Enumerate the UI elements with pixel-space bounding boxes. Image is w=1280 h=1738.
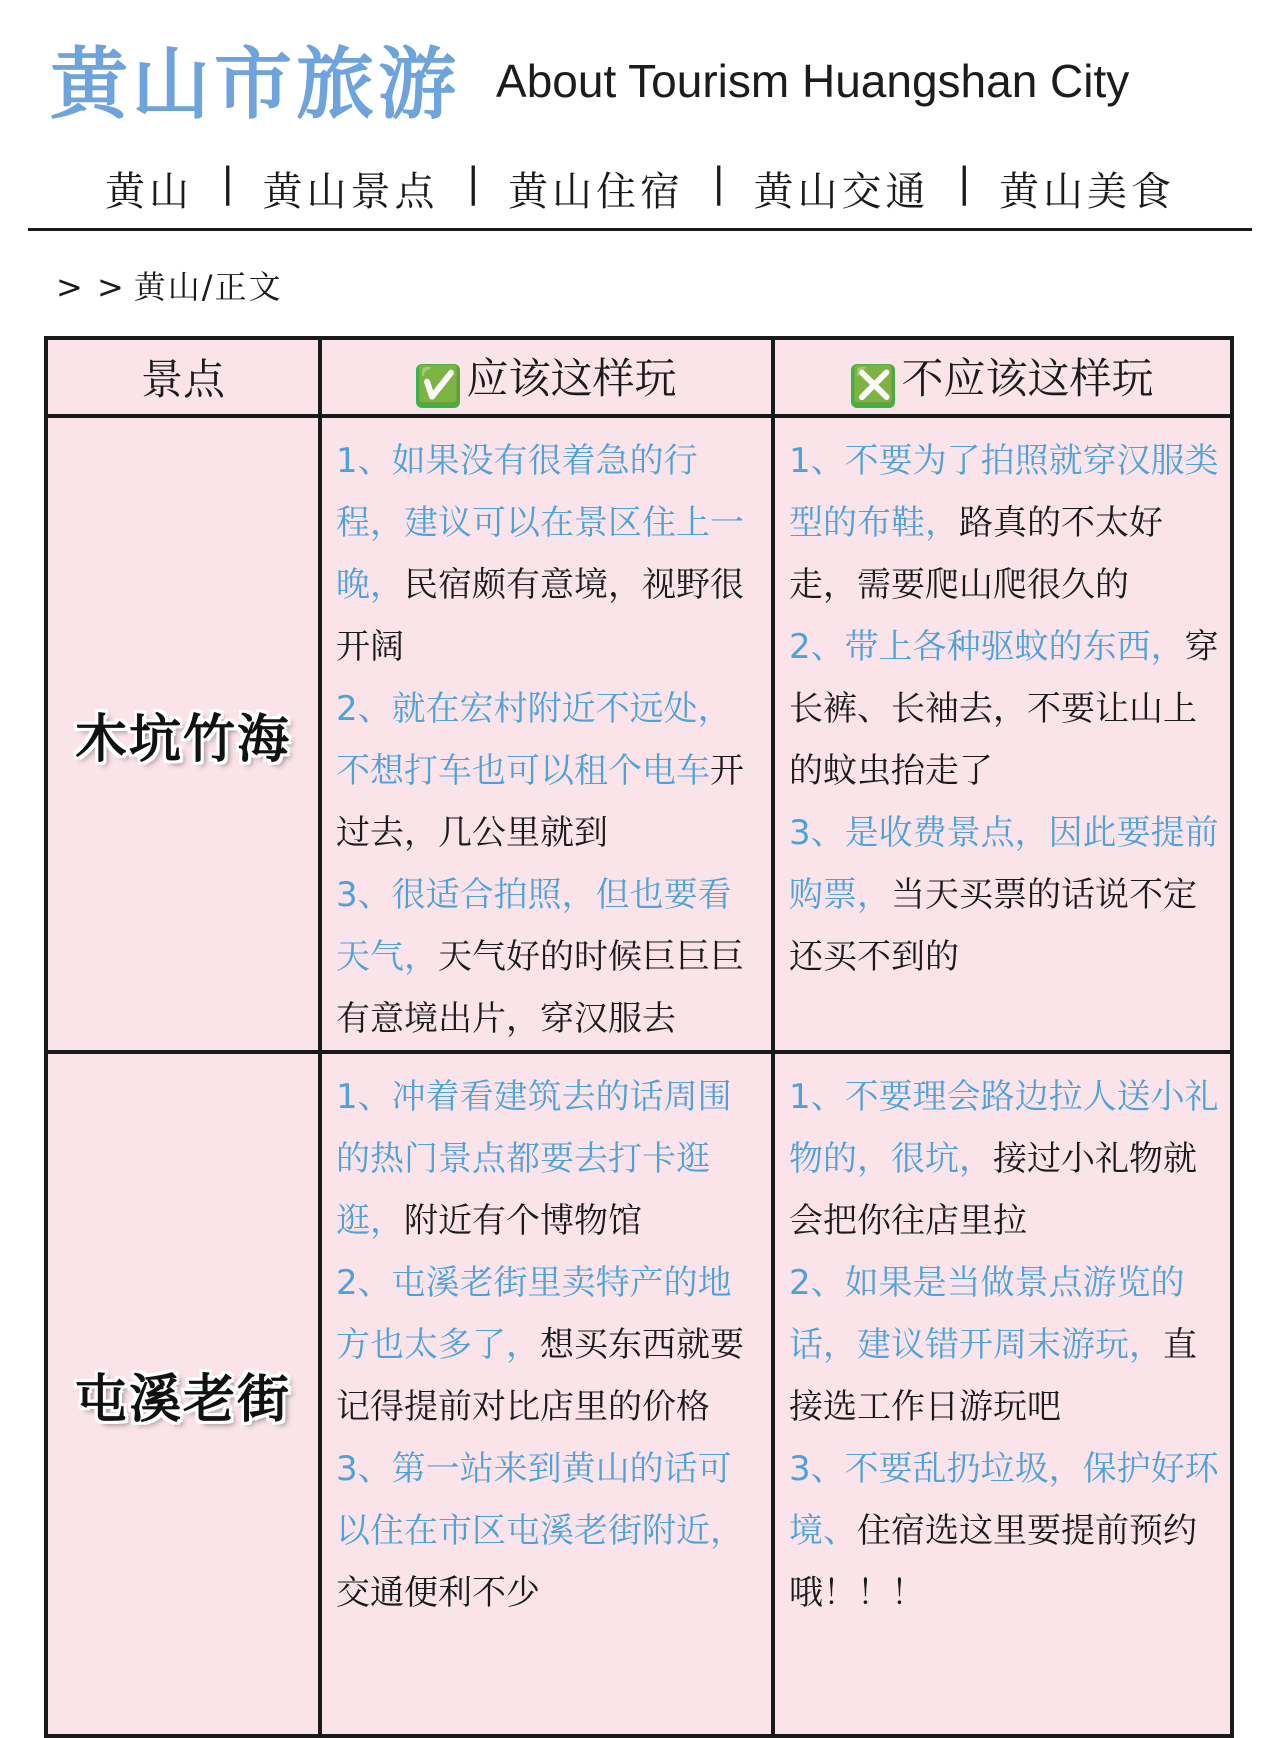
header-dont xyxy=(773,338,1232,416)
do-cell xyxy=(320,416,773,1052)
tip-highlight: 3、是收费景点，因此要提前购票， xyxy=(789,813,1219,915)
tip-text: 穿长裤、长袖去，不要让山上的蚊虫抬走了 xyxy=(789,627,1219,791)
tip-highlight: 2、就在宏村附近不远处，不想打车也可以租个电车 xyxy=(336,689,732,791)
nav-separator: | xyxy=(466,160,480,206)
nav-item-huangshan[interactable]: 黄山 xyxy=(105,169,194,215)
guide-table xyxy=(44,336,1234,1738)
breadcrumb-arrows: > > xyxy=(56,268,126,306)
dont-cell xyxy=(773,416,1232,1052)
breadcrumb-path[interactable]: 黄山/正文 xyxy=(133,268,283,306)
table-row xyxy=(46,1052,1232,1736)
tip-highlight: 2、如果是当做景点游览的话，建议错开周末游玩， xyxy=(789,1263,1185,1365)
tip-text: 直接选工作日游玩吧 xyxy=(789,1325,1197,1427)
cross-mark-icon: ❎ xyxy=(851,365,897,406)
breadcrumb xyxy=(56,262,283,308)
tip-text: 民宿颇有意境，视野很开阔 xyxy=(336,565,744,667)
tip-highlight: 3、第一站来到黄山的话可以住在市区屯溪老街附近， xyxy=(336,1449,744,1551)
tip-item xyxy=(789,802,1220,988)
nav-item-scenic-spots[interactable]: 黄山景点 xyxy=(262,169,439,215)
tip-text: 接过小礼物就会把你往店里拉 xyxy=(789,1139,1197,1241)
tip-text: 想买东西就要记得提前对比店里的价格 xyxy=(336,1325,744,1427)
tip-item xyxy=(789,616,1220,802)
tip-highlight: 1、不要为了拍照就穿汉服类型的布鞋， xyxy=(789,441,1219,543)
tip-text: 开过去，几公里就到 xyxy=(336,751,744,853)
nav-item-food[interactable]: 黄山美食 xyxy=(998,169,1175,215)
tip-item xyxy=(789,1438,1220,1624)
table-row xyxy=(46,416,1232,1052)
tip-item xyxy=(336,1066,761,1252)
tip-text: 当天买票的话说不定还买不到的 xyxy=(789,875,1197,977)
tip-text: 路真的不太好走，需要爬山爬很久的 xyxy=(789,503,1163,605)
tip-highlight: 1、不要理会路边拉人送小礼物的，很坑， xyxy=(789,1077,1219,1179)
header-dont-label: 不应该这样玩 xyxy=(901,354,1154,403)
header-spot-label: 景点 xyxy=(140,355,225,404)
nav-item-accommodation[interactable]: 黄山住宿 xyxy=(508,169,684,215)
nav-separator: | xyxy=(712,160,726,206)
tip-text: 附近有个博物馆 xyxy=(404,1201,642,1241)
tip-item xyxy=(789,430,1220,616)
tip-highlight: 2、屯溪老街里卖特产的地方也太多了， xyxy=(336,1263,732,1365)
nav-bar xyxy=(28,160,1252,231)
tip-item xyxy=(336,1438,761,1624)
nav-separator: | xyxy=(221,160,235,206)
tip-item xyxy=(336,1252,761,1438)
check-mark-icon: ✅ xyxy=(416,365,462,406)
tip-highlight: 1、冲着看建筑去的话周围的热门景点都要去打卡逛逛， xyxy=(336,1077,732,1241)
tip-item xyxy=(336,430,761,678)
dont-cell xyxy=(773,1052,1232,1736)
tip-highlight: 3、不要乱扔垃圾，保护好环境、 xyxy=(789,1449,1219,1551)
site-header xyxy=(50,28,1129,128)
tip-highlight: 1、如果没有很着急的行程，建议可以在景区住上一晚， xyxy=(336,441,744,605)
tip-text: 住宿选这里要提前预约哦！！！ xyxy=(789,1511,1197,1613)
do-cell xyxy=(320,1052,773,1736)
nav-item-transport[interactable]: 黄山交通 xyxy=(753,169,930,215)
tip-text: 交通便利不少 xyxy=(336,1573,540,1613)
tip-highlight: 2、带上各种驱蚊的东西， xyxy=(789,627,1185,667)
table-header-row xyxy=(46,338,1232,416)
tip-highlight: 3、很适合拍照，但也要看天气， xyxy=(336,875,732,977)
tip-item xyxy=(789,1066,1220,1252)
tip-item xyxy=(336,678,761,864)
spot-name: 木坑竹海 xyxy=(46,416,320,1052)
nav-separator: | xyxy=(957,160,971,206)
header-spot xyxy=(46,338,320,416)
spot-name: 屯溪老街 xyxy=(46,1052,320,1736)
tip-item xyxy=(789,1252,1220,1438)
header-do xyxy=(320,338,773,416)
site-subtitle: About Tourism Huangshan City xyxy=(496,55,1130,107)
tip-text: 天气好的时候巨巨巨有意境出片，穿汉服去 xyxy=(336,937,744,1039)
header-do-label: 应该这样玩 xyxy=(466,354,677,403)
site-title: 黄山市旅游 xyxy=(50,40,461,130)
tip-item xyxy=(336,864,761,1050)
